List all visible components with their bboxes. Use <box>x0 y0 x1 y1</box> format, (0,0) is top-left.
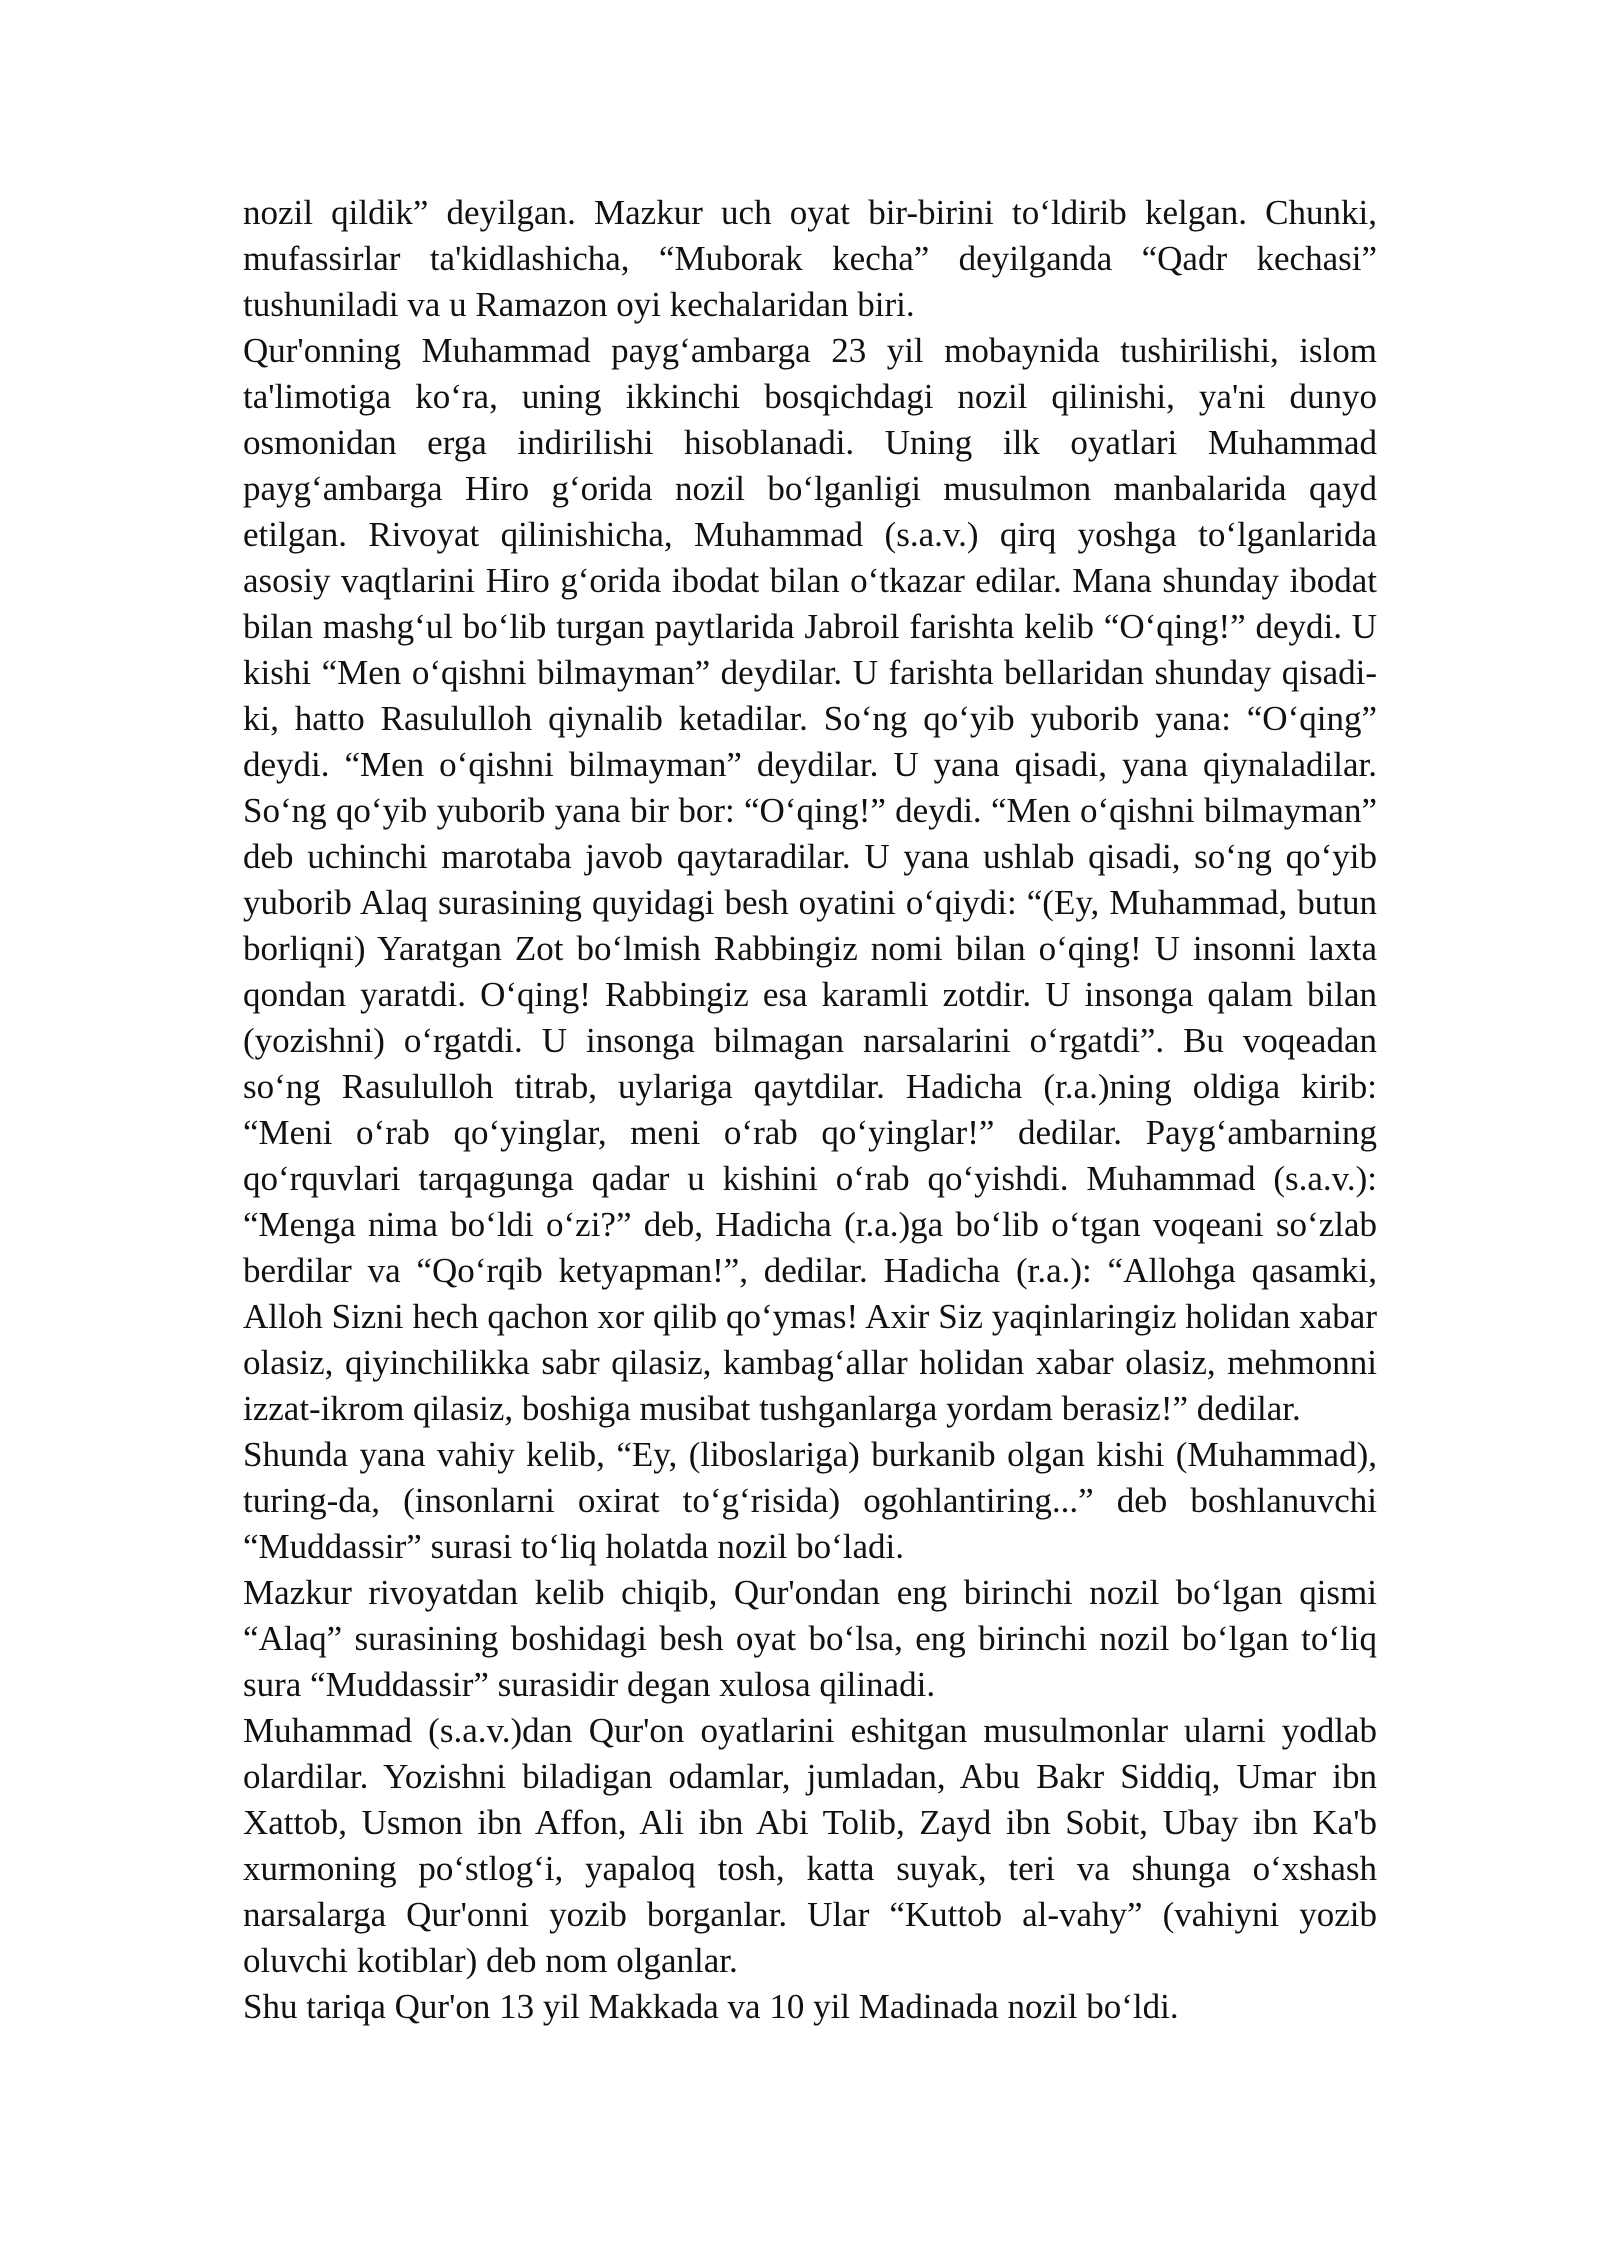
document-page <box>243 190 1377 2030</box>
paragraph-1: nozil qildik” deyilgan. Mazkur uch oyat bir-birini to‘ldirib kelgan. Chunki, mufassirlar ta'kidlashicha, “Muborak kecha” deyilganda “Qadr kechasi” tushuniladi va u Ramazon oyi kechalaridan biri. <box>243 193 1377 324</box>
paragraph-6: Shu tariqa Qur'on 13 yil Makkada va 10 yil Madinada nozil bo‘ldi. <box>243 1987 1179 2026</box>
paragraph-3: Shunda yana vahiy kelib, “Ey, (liboslariga) burkanib olgan kishi (Muhammad), turing-da, (insonlarni oxirat to‘g‘risida) ogohlantiring...” deb boshlanuvchi “Muddassir” surasi to‘liq holatda nozil bo‘ladi. <box>243 1435 1377 1566</box>
paragraph-4: Mazkur rivoyatdan kelib chiqib, Qur'ondan eng birinchi nozil bo‘lgan qismi “Alaq” surasining boshidagi besh oyat bo‘lsa, eng birinchi nozil bo‘lgan to‘liq sura “Muddassir” surasidir degan xulosa qilinadi. <box>243 1573 1377 1704</box>
paragraph-2: Qur'onning Muhammad payg‘ambarga 23 yil mobaynida tushirilishi, islom ta'limotiga ko‘ra, uning ikkinchi bosqichdagi nozil qilinishi, ya'ni dunyo osmonidan erga indirilishi hisoblanadi. Uning ilk oyatlari Muhammad payg‘ambarga Hiro g‘orida nozil bo‘lganligi musulmon manbalarida qayd etilgan. Rivoyat qilinishicha, Muhammad (s.a.v.) qirq yoshga to‘lganlarida asosiy vaqtlarini Hiro g‘orida ibodat bilan o‘tkazar edilar. Mana shunday ibodat bilan mashg‘ul bo‘lib turgan paytlarida Jabroil farishta kelib “O‘qing!” deydi. U kishi “Men o‘qishni bilmayman” deydilar. U farishta bellaridan shunday qisadi-ki, hatto Rasululloh qiynalib ketadilar. So‘ng qo‘yib yuborib yana: “O‘qing” deydi. “Men o‘qishni bilmayman” deydilar. U yana qisadi, yana qiynaladilar. So‘ng qo‘yib yuborib yana bir bor: “O‘qing!” deydi. “Men o‘qishni bilmayman” deb uchinchi marotaba javob qaytaradilar. U yana ushlab qisadi, so‘ng qo‘yib yuborib Alaq surasining quyidagi besh oyatini o‘qiydi: “(Ey, Muhammad, butun borliqni) Yaratgan Zot bo‘lmish Rabbingiz nomi bilan o‘qing! U insonni laxta qondan yaratdi. O‘qing! Rabbingiz esa karamli zotdir. U insonga qalam bilan (yozishni) o‘rgatdi. U insonga bilmagan narsalarini o‘rgatdi”. Bu voqeadan so‘ng Rasululloh titrab, uylariga qaytdilar. Hadicha (r.a.)ning oldiga kirib: “Meni o‘rab qo‘yinglar, meni o‘rab qo‘yinglar!” dedilar. Payg‘ambarning qo‘rquvlari tarqagunga qadar u kishini o‘rab qo‘yishdi. Muhammad (s.a.v.): “Menga nima bo‘ldi o‘zi?” deb, Hadicha (r.a.)ga bo‘lib o‘tgan voqeani so‘zlab berdilar va “Qo‘rqib ketyapman!”, dedilar. Hadicha (r.a.): “Allohga qasamki, Alloh Sizni hech qachon xor qilib qo‘ymas! Axir Siz yaqinlaringiz holidan xabar olasiz, qiyinchilikka sabr qilasiz, kambag‘allar holidan xabar olasiz, mehmonni izzat-ikrom qilasiz, boshiga musibat tushganlarga yordam berasiz!” dedilar. <box>243 331 1377 1428</box>
paragraph-5: Muhammad (s.a.v.)dan Qur'on oyatlarini eshitgan musulmonlar ularni yodlab olardilar. Yozishni biladigan odamlar, jumladan, Abu Bakr Siddiq, Umar ibn Xattob, Usmon ibn Affon, Ali ibn Abi Tolib, Zayd ibn Sobit, Ubay ibn Ka'b xurmoning po‘stlog‘i, yapaloq tosh, katta suyak, teri va shunga o‘xshash narsalarga Qur'onni yozib borganlar. Ular “Kuttob al-vahy” (vahiyni yozib oluvchi kotiblar) deb nom olganlar. <box>243 1711 1377 1980</box>
